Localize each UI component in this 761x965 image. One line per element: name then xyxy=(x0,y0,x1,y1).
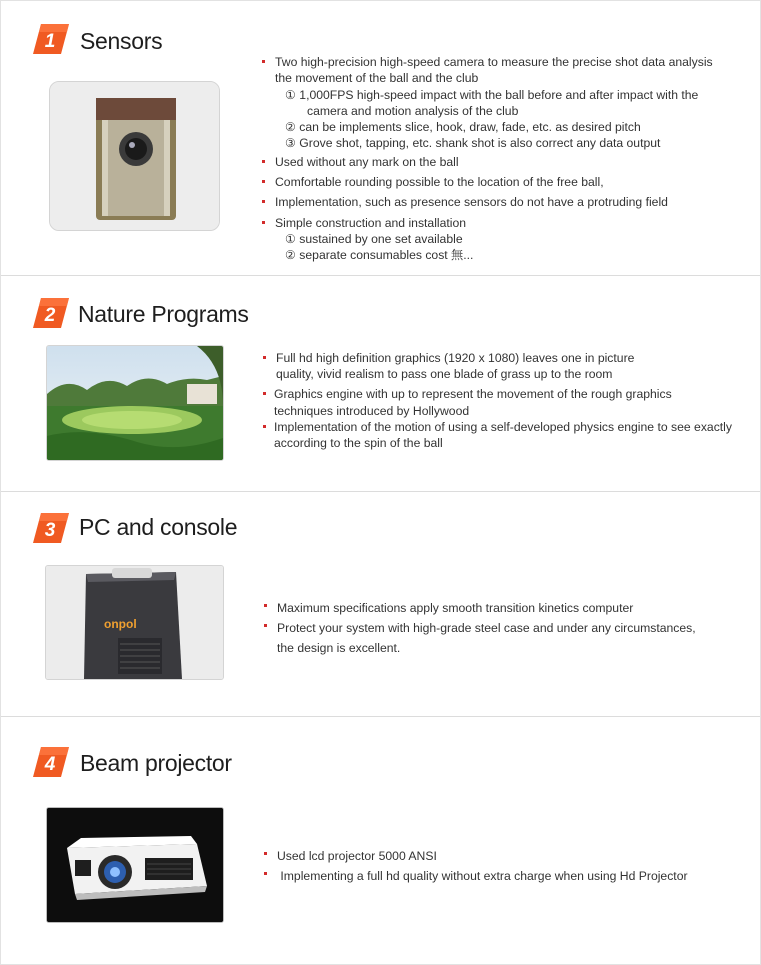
number-badge xyxy=(33,747,69,777)
sensor-camera-image xyxy=(49,81,220,231)
golf-course-image xyxy=(46,345,224,461)
section-pc-console xyxy=(1,492,760,717)
feature-list xyxy=(263,350,732,451)
section-title: Sensors xyxy=(80,28,163,54)
section-title: PC and console xyxy=(79,514,238,540)
feature-list xyxy=(264,598,696,658)
list-item: Implementation of the motion of using a self-developed physics engine to see exactly according to the spin of the ball xyxy=(263,419,732,451)
number-badge xyxy=(33,513,69,543)
list-item: Implementation, such as presence sensors do not have a protruding field xyxy=(262,194,713,210)
list-item: Two high-precision high-speed camera to measure the precise shot data analysis the movement of the ball and the club ① 1,000FPS high-speed impact with the ball before and after impact with the camera and motion analysis of the club ② can be implements slice, hook, draw, fade, etc. as desired pitch ③ Grove shot, tapping, etc. shank shot is also correct any data output xyxy=(262,54,713,152)
section-beam-projector xyxy=(1,717,760,963)
section-nature-programs xyxy=(1,276,760,492)
feature-list xyxy=(264,846,688,886)
list-item: Protect your system with high-grade steel case and under any circumstances, the design is excellent. xyxy=(264,618,696,658)
projector-image xyxy=(46,807,224,923)
list-item: Full hd high definition graphics (1920 x 1080) leaves one in picture quality, vivid realism to pass one blade of grass up to the room xyxy=(263,350,732,382)
list-item: Used without any mark on the ball xyxy=(262,154,713,170)
badge-number: 3 xyxy=(44,520,56,541)
feature-list xyxy=(262,54,713,264)
section-title: Beam projector xyxy=(80,750,232,776)
list-item: Maximum specifications apply smooth transition kinetics computer xyxy=(264,598,696,618)
section-title: Nature Programs xyxy=(78,301,249,327)
list-item: Comfortable rounding possible to the location of the free ball, xyxy=(262,174,713,190)
list-item: Simple construction and installation ① sustained by one set available ② separate consumables cost 無... xyxy=(262,215,713,264)
section-sensors xyxy=(1,1,760,276)
list-item: Used lcd projector 5000 ANSI xyxy=(264,846,688,866)
badge-number: 1 xyxy=(44,31,56,52)
svg-text:onpol: onpol xyxy=(104,617,137,631)
number-badge xyxy=(33,24,69,54)
list-item: Implementing a full hd quality without extra charge when using Hd Projector xyxy=(264,866,688,886)
badge-number: 4 xyxy=(44,754,56,775)
list-item: Graphics engine with up to represent the movement of the rough graphics techniques introduced by Hollywood xyxy=(263,386,732,418)
badge-number: 2 xyxy=(44,305,56,326)
pc-console-image xyxy=(45,565,224,680)
number-badge xyxy=(33,298,69,328)
